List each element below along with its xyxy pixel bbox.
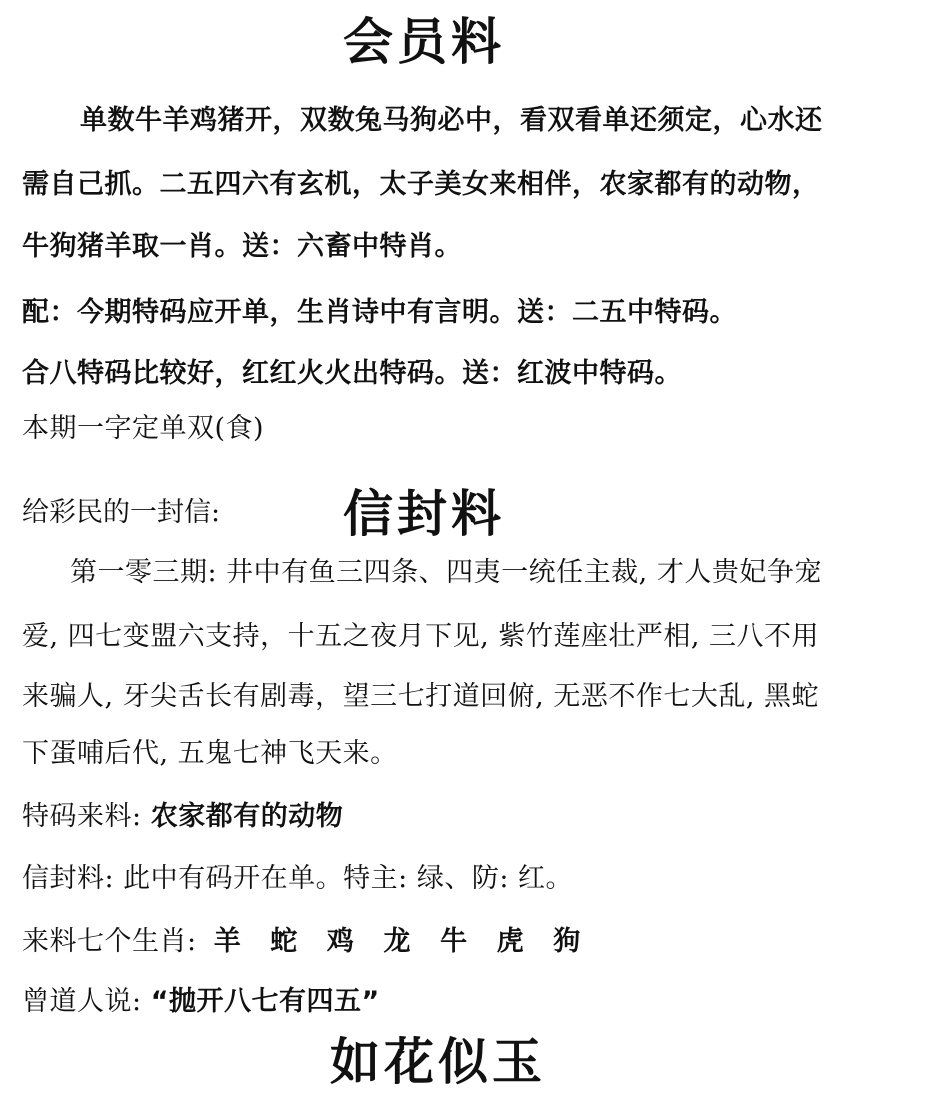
zodiac-item: 牛	[440, 926, 468, 957]
paragraph-line-4: 配：今期特码应开单，生肖诗中有言明。送：二五中特码。	[22, 297, 737, 328]
zeng-line	[22, 985, 380, 1019]
title-ruhuasiyu: 如花似玉	[330, 1032, 546, 1091]
letter-line-4: 下蛋哺后代, 五鬼七神飞天来。	[22, 738, 398, 769]
paragraph-line-5: 合八特码比较好，红红火火出特码。送：红波中特码。	[22, 358, 682, 389]
zodiac-item: 羊	[213, 926, 242, 957]
letter-line-2: 爱, 四七变盟六支持，十五之夜月下见, 紫竹莲座壮严相, 三八不用	[22, 621, 819, 652]
title-xinfengliao: 信封料	[343, 484, 505, 543]
paragraph-line-2: 需自己抓。二五四六有玄机，太子美女来相伴，农家都有的动物，	[22, 169, 820, 200]
tema-label: 特码来料:	[22, 801, 142, 832]
letter-line-1: 第一零三期: 井中有鱼三四条、四夷一统任主裁, 才人贵妃争宠	[70, 557, 822, 588]
zodiac-item: 狗	[553, 926, 581, 957]
zodiac-item: 龙	[383, 926, 411, 957]
zodiac-label: 来料七个生肖:	[22, 926, 197, 957]
tema-line	[22, 800, 343, 834]
zeng-quote: “抛开八七有四五”	[150, 986, 380, 1017]
title-huiyuanliao: 会员料	[343, 12, 505, 71]
letter-lead: 给彩民的一封信:	[22, 497, 221, 528]
zodiac-item: 蛇	[270, 926, 298, 957]
paragraph-line-3: 牛狗猪羊取一肖。送：六畜中特肖。	[22, 231, 462, 262]
paragraph-line-1: 单数牛羊鸡猪开，双数兔马狗必中，看双看单还须定，心水还	[80, 105, 823, 136]
zeng-label: 曾道人说:	[22, 986, 142, 1017]
zodiac-item: 虎	[496, 926, 525, 957]
zodiac-line	[22, 925, 581, 959]
zodiac-item: 鸡	[326, 926, 355, 957]
paragraph-line-6: 本期一字定单双(食)	[22, 413, 265, 444]
xinfeng-line: 信封料: 此中有码开在单。特主: 绿、防: 红。	[22, 863, 574, 894]
letter-line-3: 来骗人, 牙尖舌长有剧毒，望三七打道回俯, 无恶不作七大乱, 黑蛇	[22, 681, 819, 712]
tema-value: 农家都有的动物	[150, 801, 344, 832]
